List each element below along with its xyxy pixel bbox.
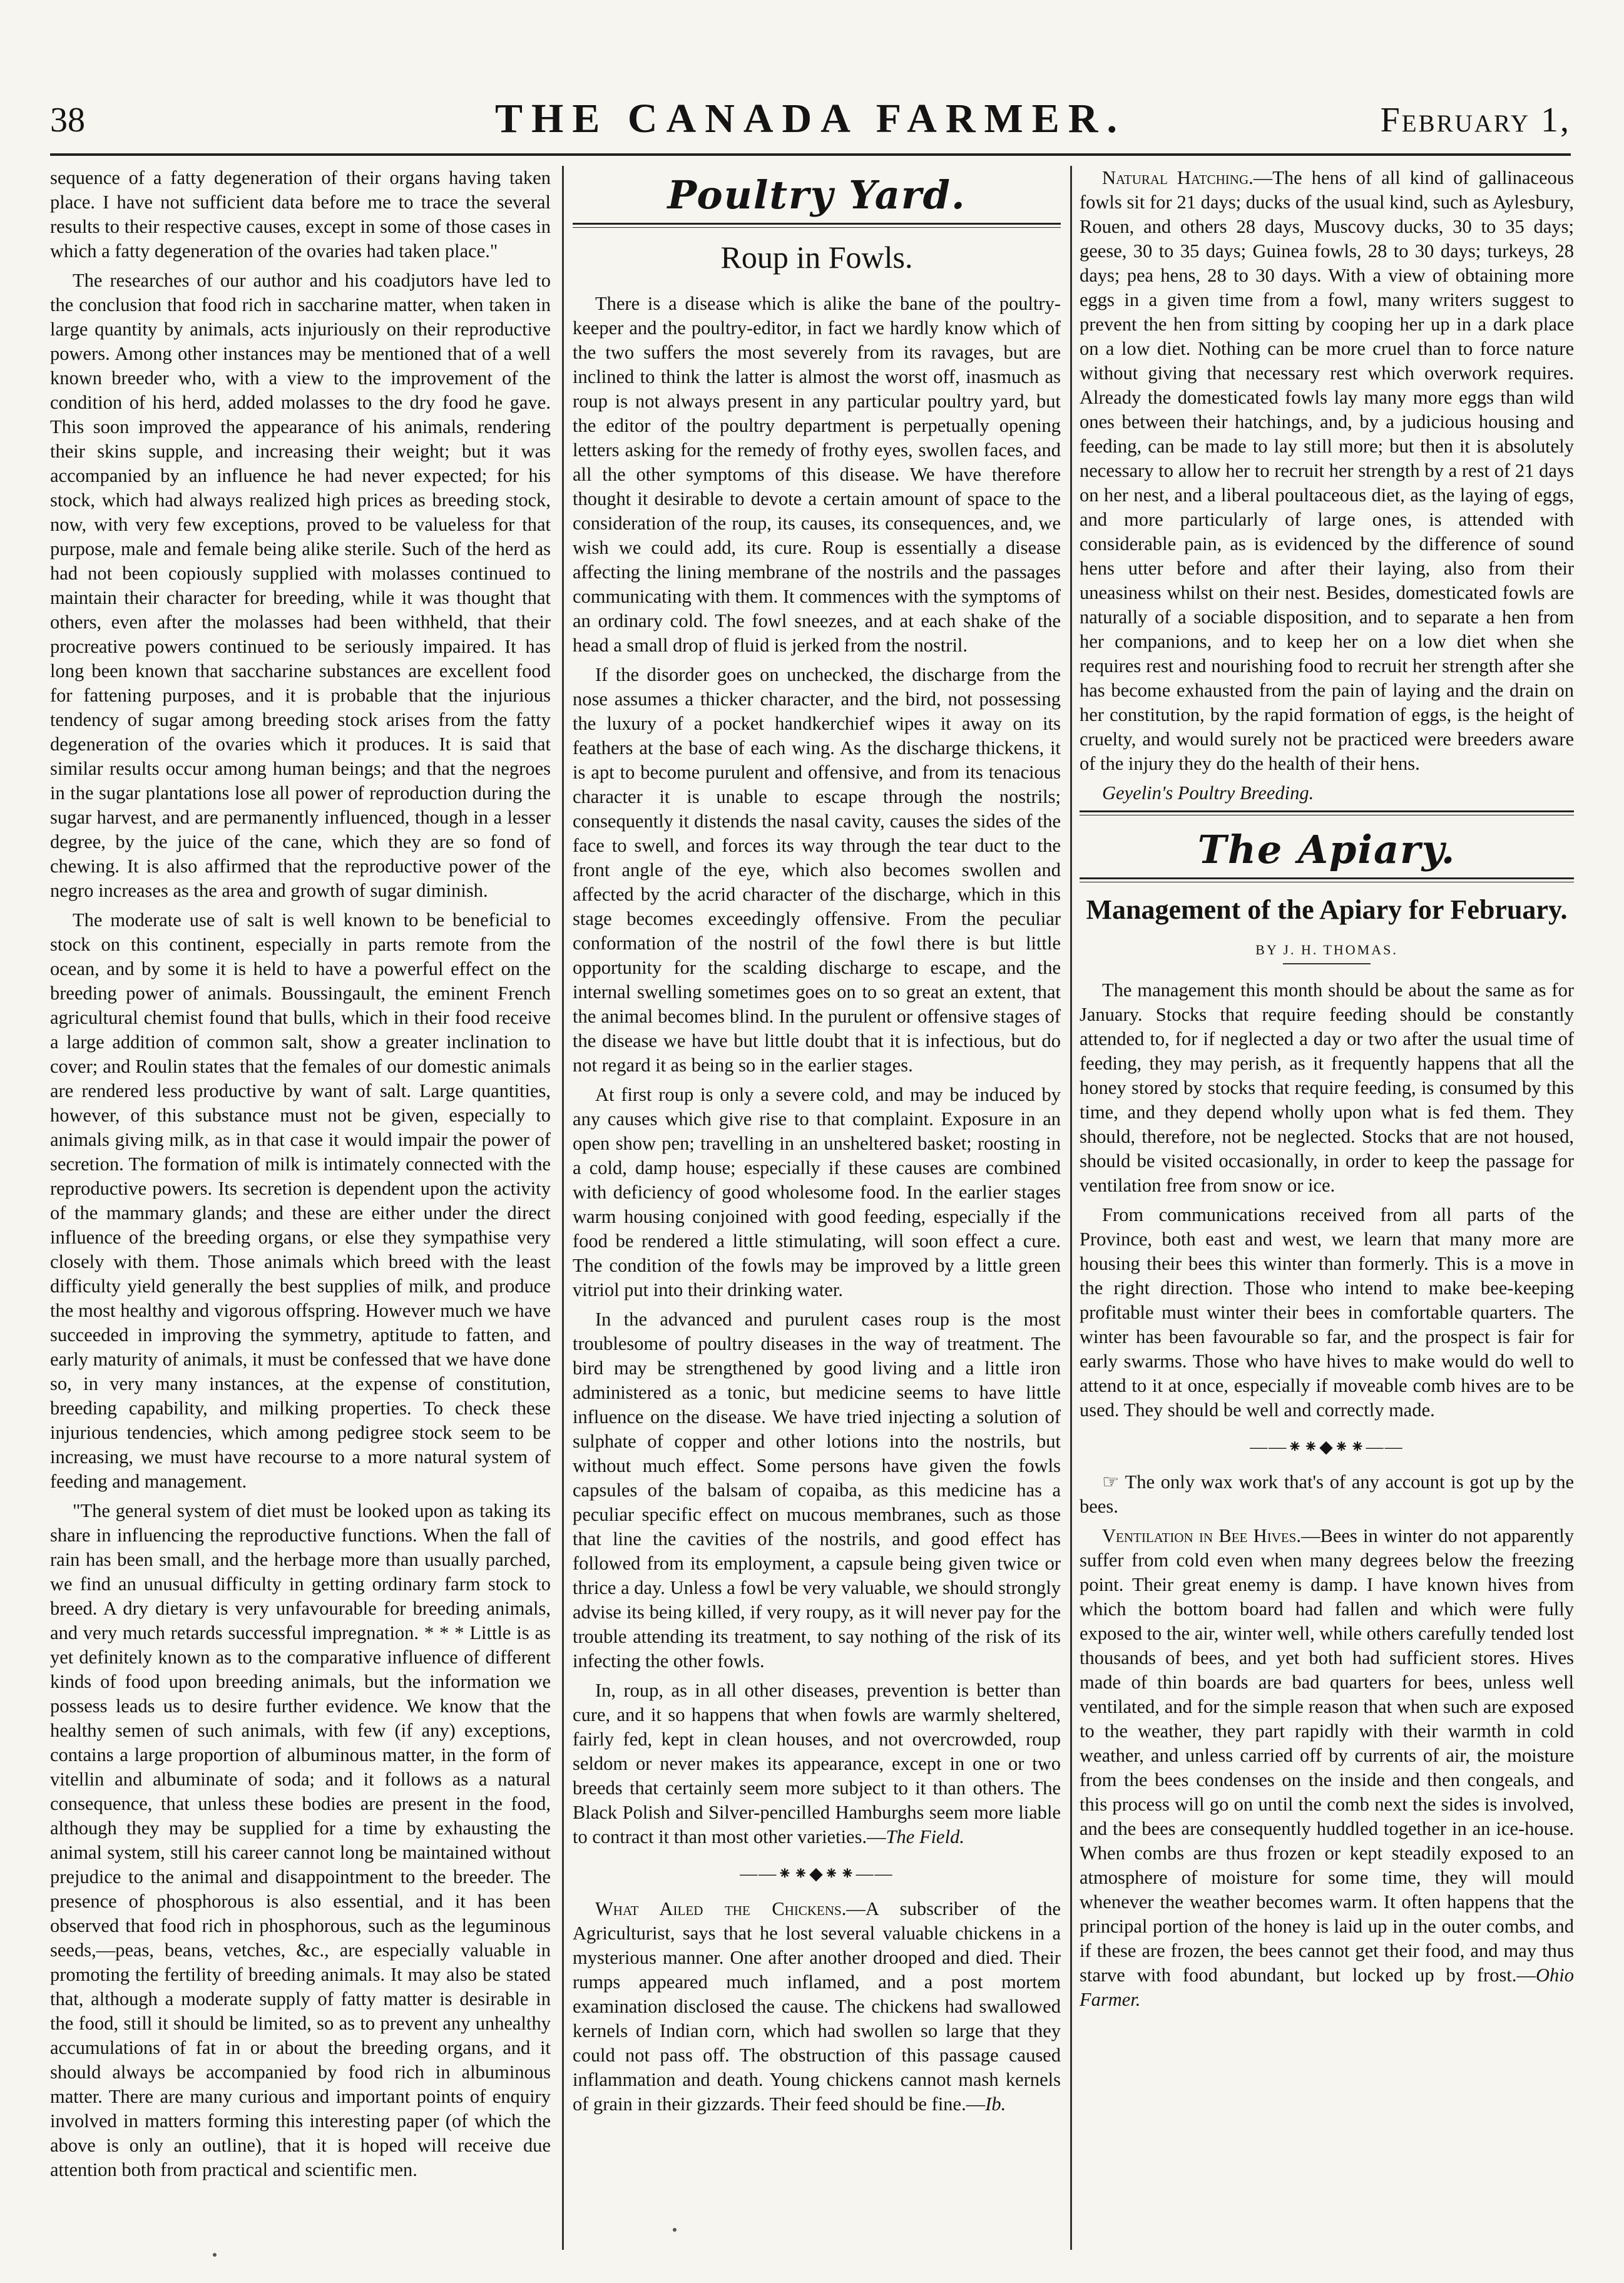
paragraph [573,1678,1061,1849]
page-number: 38 [50,101,85,140]
column-2 [573,166,1061,2231]
paragraph: sequence of a fatty degeneration of their organs having taken place. I have not sufficient data before me to trace the several results to their respective causes, except in some of those cases in which a fatty degeneration of the ovaries had taken place." [50,167,551,262]
paragraph: "The general system of diet must be looked upon as taking its share in influencing the reproductive functions. When the fall of rain has been small, and the herbage more than usually parched, we find an unusual difficulty in getting ordinary farm stock to breed. A dry dietary is very unfavourable for breeding animals, and very much retards successful impregnation. * * * Little is as yet definitely known as to the comparative influence of different kinds of food upon breeding animals, but the information we possess leads us to desire further evidence. We know that the healthy semen of such animals, with few (if any) exceptions, contains a large proportion of albuminous matter, in the form of vitellin and albuminate of soda; and it follows as a natural consequence, that unless these bodies are present in the food, although they may be supplied for a time by exhausting the animal system, still his career cannot long be maintained without prejudice to the animal and disappointment to the breeder. The presence of phosphorous is also essential, and it has been observed that food rich in phosphorous, such as the leguminous seeds,—peas, beans, vetches, &c., are especially valuable in promoting the fertility of breeding animals. It may also be stated that, although a moderate supply of fatty matter is desirable in the food, still it should be limited, so as to prevent any unhealthy accumulations of fat in or about the breeding organs, and it should always be accompanied by food rich in albuminous matter. There are many curious and important points of enquiry involved in matters forming this interesting paper (of which the above is only an outline), that it is hoped will receive due attention both from practical and scientific men. [50,1500,551,2180]
print-speck [213,2253,217,2257]
column-1 [50,166,551,2231]
paragraph: From communications received from all parts of the Province, both east and west, we learn that many more are housing their bees this winter than formerly. This is a move in the right direction. Those who intend to make bee-keeping profitable must winter their bees in comfortable quarters. The winter has been favourable so far, and the prospect is fair for early swarms. Those who have hives to make would do well to attend to it at once, especially if moveable comb hives are to be used. They should be well and correctly made. [1080,1204,1574,1421]
paragraph: The researches of our author and his coadjutors have led to the conclusion that food rich in saccharine matter, when taken in large quantity by animals, acts injuriously on their reproductive powers. Among other instances may be mentioned that of a well known breeder who, with a view to the improvement of the condition of his herd, added molasses to the dry food he gave. This soon improved the appearance of his animals, rendering their skins supple, and increasing their weight; but it was accompanied by an influence he had never expected; for his stock, which had always realized high prices as breeding stock, now, with very few exceptions, proved to be valueless for that purpose, male and female being alike sterile. Such of the herd as had not been copiously supplied with molasses continued to maintain their character for breeding, while it was thought that others, even after the molasses had been withheld, that their procreative powers continued to be seriously impaired. It has long been known that saccharine substances are excellent food for fattening purposes, and it is probable that the injurious tendency of sugar among breeding stock arises from the fatty degeneration of the ovaries which it produces. It is said that similar results occur among human beings; and that the negroes in the sugar plantations lose all power of reproduction during the sugar harvest, and are permanently influenced, though in a lesser degree, by the juice of the cane, which they are so fond of chewing. It is also affirmed that the reproductive power of the negro increases as the area and growth of sugar diminish. [50,270,551,901]
print-speck [673,2228,677,2232]
paragraph: There is a disease which is alike the bane of the poultry-keeper and the poultry-editor, in fact we hardly know which of the two suffers the most severely from its ravages, but are inclined to think the latter is almost the worst off, inasmuch as roup is not always present in any particular poultry yard, but the editor of the poultry department is perpetually opening letters asking for the remedy of frothy eyes, swollen faces, and all the other symptoms of this disease. We have therefore thought it desirable to devote a certain amount of space to the consideration of the roup, its causes, its consequences, and, we wish we could add, its cure. Roup is essentially a disease affecting the lining membrane of the nostrils and the passages communicating with them. It commences with the symptoms of an ordinary cold. The fowl sneezes, and at each shake of the head a small drop of fluid is jerked from the nostril. [573,293,1061,656]
section-heading-apiary: The Apiary. [1197,827,1456,872]
ornament-divider: ——⁕⁕◆⁕⁕—— [1250,1438,1404,1457]
source-credit: The Field. [886,1826,964,1847]
paragraph: The management this month should be about the same as for January. Stocks that require feeding should be constantly attended to, for if neglected a day or two after the usual time of feeding, they may perish, as it frequently happens that all the honey stored by stocks that require feeding, is consumed by this time, and they depend wholly upon what is fed them. They should, therefore, not be neglected. Stocks that are not housed, should be visited occasionally, in order to keep the passage for ventilation free from snow or ice. [1080,979,1574,1196]
paragraph [1080,1524,1574,2012]
paragraph: At first roup is only a severe cold, and may be induced by any causes which give rise to that complaint. Exposure in an open show pen; travelling in an unsheltered basket; roosting in a cold, damp house; especially if these causes are combined with deficiency of good wholesome food. In the earlier stages warm housing conjoined with good feeding, especially if the food be rendered a little stimulating, will soon effect a cure. The condition of the fowls may be improved by a little green vitriol put into their drinking water. [573,1084,1061,1300]
paragraph-text: —The hens of all kind of gallinaceous fowls sit for 21 days; ducks of the usual kind, such as Aylesbury, Rouen, and others 28 days, Muscovy ducks, 30 to 35 days; geese, 30 to 35 days; Guinea fowls, 28 to 30 days; turkeys, 28 days; pea hens, 28 to 30 days. With a view of obtaining more eggs in a given time from a fowl, many writers suggest to prevent the hen from sitting by cooping her up in a dark place on a low diet. Nothing can be more cruel than to force nature without giving that necessary rest which overwork requires. Already the domesticated fowls lay many more eggs than wild ones between their hatchings, and, by a judicious housing and feeding, can be made to lay still more; but then it is absolutely necessary to allow her to recruit her strength by a rest of 21 days on her nest, and a liberal poultaceous diet, as the laying of eggs, and more particularly of large ones, is attended with considerable pain, as is evidenced by the difference of sound hens utter before and after their laying, also from their uneasiness whilst on their nest. Besides, domesticated fowls are naturally of a sociable disposition, and to separate a hen from her companions, and to keep her on a low diet when she requires rest and nourishing food to recruit her strength after she has become exhausted from the pain of laying and the drain on her constitution, by the rapid formation of eggs, is the height of cruelty, and would surely not be practiced were breeders aware of the injury they do the health of their hens. [1080,167,1574,774]
section-heading-poultry: Poultry Yard. [667,172,966,218]
short-rule [1283,963,1371,964]
run-in-heading: Ventilation in Bee Hives. [1102,1525,1301,1546]
paragraph: In the advanced and purulent cases roup is the most troublesome of poultry diseases in the way of treatment. The bird may be strengthened by good living and a little iron administered as a tonic, but medicine seems to have little influence on the disease. We have tried injecting a solution of sulphate of copper and other lotions into the nostrils, but without much effect. Some persons have given the fowls capsules of the balsam of copaiba, as this medicine has a peculiar specific effect on mucous membranes, such as those that line the cavities of the nostrils, and good effect has followed from its employment, a capsule being given twice or thrice a day. Unless a fowl be very valuable, we should strongly advise its being killed, if very roupy, as it will never pay for the trouble attending its treatment, to say nothing of the risk of its infecting the other fowls. [573,1309,1061,1672]
paragraph-text: In, roup, as in all other diseases, prevention is better than cure, and it so happens that when fowls are warmly sheltered, fairly fed, kept in clean houses, and not overcrowded, roup seldom or never makes its appearance, except in one or two breeds that certainly seem more subject to it than others. The Black Polish and Silver-pencilled Hamburghs seem more liable to contract it than most other varieties.— [573,1680,1061,1847]
article-title-roup: Roup in Fowls. [720,240,913,275]
run-in-heading: What Ailed the Chickens. [595,1898,847,1919]
column-3 [1080,166,1574,2231]
double-rule [1080,877,1574,882]
paragraph: ☞ The only wax work that's of any account is got up by the bees. [1080,1471,1574,1517]
article-title-apiary: Management of the Apiary for February. [1086,894,1568,925]
column-divider [562,166,564,2250]
header-rule [50,153,1571,156]
paragraph-text: —A subscriber of the Agriculturist, says that he lost several valuable chickens in a mysterious manner. One after another drooped and died. Their rumps appeared much inflamed, and a post mortem examination disclosed the cause. The chickens had swallowed kernels of Indian corn, which had swollen so large that they could not pass off. The obstruction of this passage caused inflammation and death. Young chickens cannot mash kernels of grain in their gizzards. Their feed should be fine.— [573,1898,1061,2115]
issue-date: February 1, [1380,101,1571,140]
ornament-divider: ——⁕⁕◆⁕⁕—— [740,1864,894,1884]
column-divider [1070,166,1072,2250]
double-rule [573,223,1061,228]
paragraph: If the disorder goes on unchecked, the discharge from the nose assumes a thicker character, and the bird, not possessing the luxury of a pocket handkerchief wipes it away on its feathers at the base of each wing. As the discharge thickens, it is apt to become purulent and offensive, and from its tenacious character it is unable to escape through the nostrils; consequently it distends the nasal cavity, causes the sides of the face to swell, and forces its way through the tear duct to the front angle of the eye, which also becomes swollen and affected by the acrid character of the discharge, which in this stage becomes exceedingly offensive. From the peculiar conformation of the nostril of the fowl there is but little opportunity for the scalding discharge to escape, and the internal swelling sometimes goes on to so great an extent, that the animal becomes blind. In the purulent or offensive stages of the disease we have but little doubt that it is infectious, but do not regard it as being so in the earlier stages. [573,664,1061,1076]
source-credit: Ohio Farmer. [1080,1964,1574,2010]
run-in-heading: Natural Hatching. [1102,167,1254,188]
paragraph-text: —Bees in winter do not apparently suffer from cold even when many degrees below the freezing point. Their great enemy is damp. I have known hives from which the bottom board had fallen and which were fully exposed to the air, winter well, while others carefully tended lost thousands of bees, and yet both had sufficient stores. Hives made of thin boards are bad quarters for bees, unless well ventilated, and for the simple reason that when such are exposed to the weather, they part rapidly with their warmth in cold weather, and unless carried off by currents of air, the moisture from the bees condenses on the inside and then congeals, and this process will go on until the comb next the sides is involved, and the bees are consequently huddled together in an ice-house. When combs are thus frozen or kept steadily exposed to an atmosphere of moisture for some time, they will mould whenever the weather becomes warm. It often happens that the principal portion of the honey is laid up in the outer combs, and if these are frozen, the bees cannot get their food, and may thus starve with food abundant, but locked up by frost.— [1080,1525,1574,1986]
masthead-title: THE CANADA FARMER. [495,96,1126,141]
source-credit: Ib. [985,2093,1006,2115]
paragraph [1080,166,1574,776]
page-header [50,94,1571,144]
paragraph: The moderate use of salt is well known to be beneficial to stock on this continent, especially in parts remote from the ocean, and by some it is held to have a powerful effect on the breeding power of animals. Boussingault, the eminent French agricultural chemist found that bulls, which in their food receive a large addition of common salt, show a greater inclination to cover; and Roulin states that the females of our domestic animals are rendered less productive by want of salt. Large quantities, however, of this substance must not be given, especially to animals giving milk, as in that case it would impair the power of secretion. The formation of milk is intimately connected with the reproductive powers. Its secretion is dependent upon the activity of the mammary glands; and these are either under the direct influence of the breeding organs, or else they sympathise very closely with them. Those animals which breed with the least difficulty yield generally the best supplies of milk, and produce the most healthy and vigorous offspring. However much we have succeeded in improving the symmetry, aptitude to fatten, and early maturity of animals, it must be confessed that we have done so, in very many instances, at the expense of constitution, breeding capability, and milking properties. To check these injurious tendencies, which among pedigree stock seem to be increasing, we must have recourse to a more natural system of feeding and management. [50,909,551,1492]
byline: BY J. H. THOMAS. [1255,942,1398,958]
double-rule [1080,810,1574,815]
paragraph [573,1897,1061,2117]
source-credit: Geyelin's Poultry Breeding. [1102,782,1314,804]
